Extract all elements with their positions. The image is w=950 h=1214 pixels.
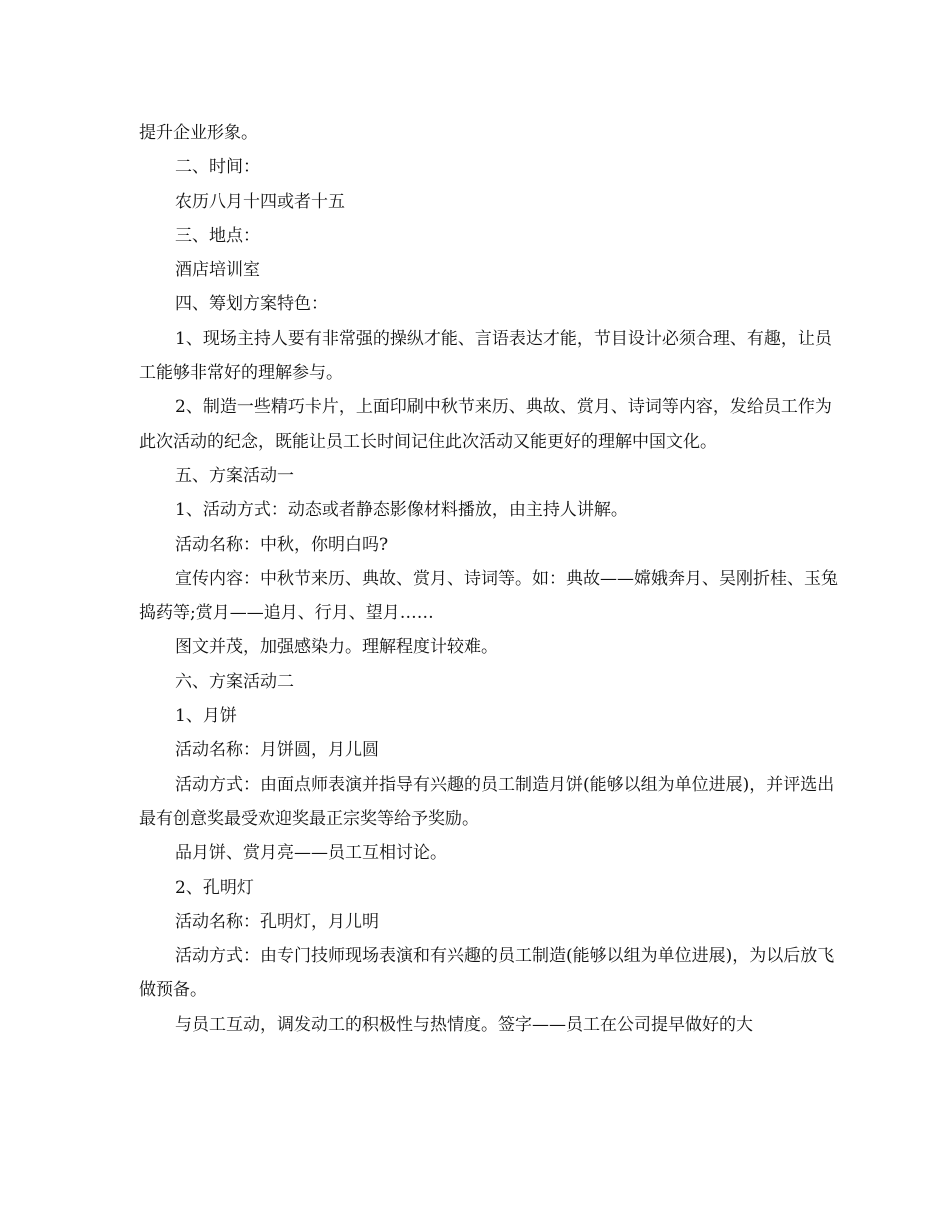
paragraph: 活动名称：中秋，你明白吗? bbox=[175, 534, 389, 555]
paragraph: 2、制造一些精巧卡片，上面印刷中秋节来历、典故、赏月、诗词等内容，发给员工作为此次活动的纪念，既能让员工长时间记住此次活动又能更好的理解中国文化。 bbox=[139, 397, 832, 452]
paragraph: 活动名称：月饼圆，月儿圆 bbox=[175, 740, 379, 761]
section-heading-activity-two: 六、方案活动二 bbox=[175, 671, 294, 692]
paragraph: 1、活动方式：动态或者静态影像材料播放，由主持人讲解。 bbox=[175, 500, 628, 521]
section-heading-activity-one: 五、方案活动一 bbox=[175, 465, 294, 486]
paragraph: 活动方式：由专门技师现场表演和有兴趣的员工制造(能够以组为单位进展)，为以后放飞做预备。 bbox=[139, 946, 835, 1001]
paragraph: 宣传内容：中秋节来历、典故、赏月、诗词等。如：典故——嫦娥奔月、吴刚折桂、玉兔捣药等;赏月——追月、行月、望月…… bbox=[139, 568, 838, 624]
section-heading-features: 四、筹划方案特色： bbox=[175, 294, 328, 315]
paragraph: 酒店培训室 bbox=[175, 260, 260, 281]
paragraph: 农历八月十四或者十五 bbox=[175, 191, 345, 212]
paragraph: 图文并茂，加强感染力。理解程度计较难。 bbox=[175, 637, 498, 658]
paragraph: 提升企业形象。 bbox=[139, 123, 258, 143]
paragraph: 活动方式：由面点师表演并指导有兴趣的员工制造月饼(能够以组为单位进展)，并评选出最有创意奖最受欢迎奖最正宗奖等给予奖励。 bbox=[139, 774, 835, 829]
paragraph: 与员工互动，调发动工的积极性与热情度。签字——员工在公司提早做好的大 bbox=[175, 1014, 753, 1035]
paragraph: 1、月饼 bbox=[175, 706, 237, 727]
paragraph: 2、孔明灯 bbox=[175, 877, 254, 898]
document-body bbox=[139, 116, 839, 1042]
paragraph: 1、现场主持人要有非常强的操纵才能、言语表达才能，节目设计必须合理、有趣，让员工能够非常好的理解参与。 bbox=[139, 328, 832, 384]
paragraph: 品月饼、赏月亮——员工互相讨论。 bbox=[175, 843, 447, 864]
section-heading-time: 二、时间： bbox=[175, 157, 260, 178]
section-heading-location: 三、地点： bbox=[175, 225, 260, 246]
paragraph: 活动名称：孔明灯，月儿明 bbox=[175, 911, 379, 932]
